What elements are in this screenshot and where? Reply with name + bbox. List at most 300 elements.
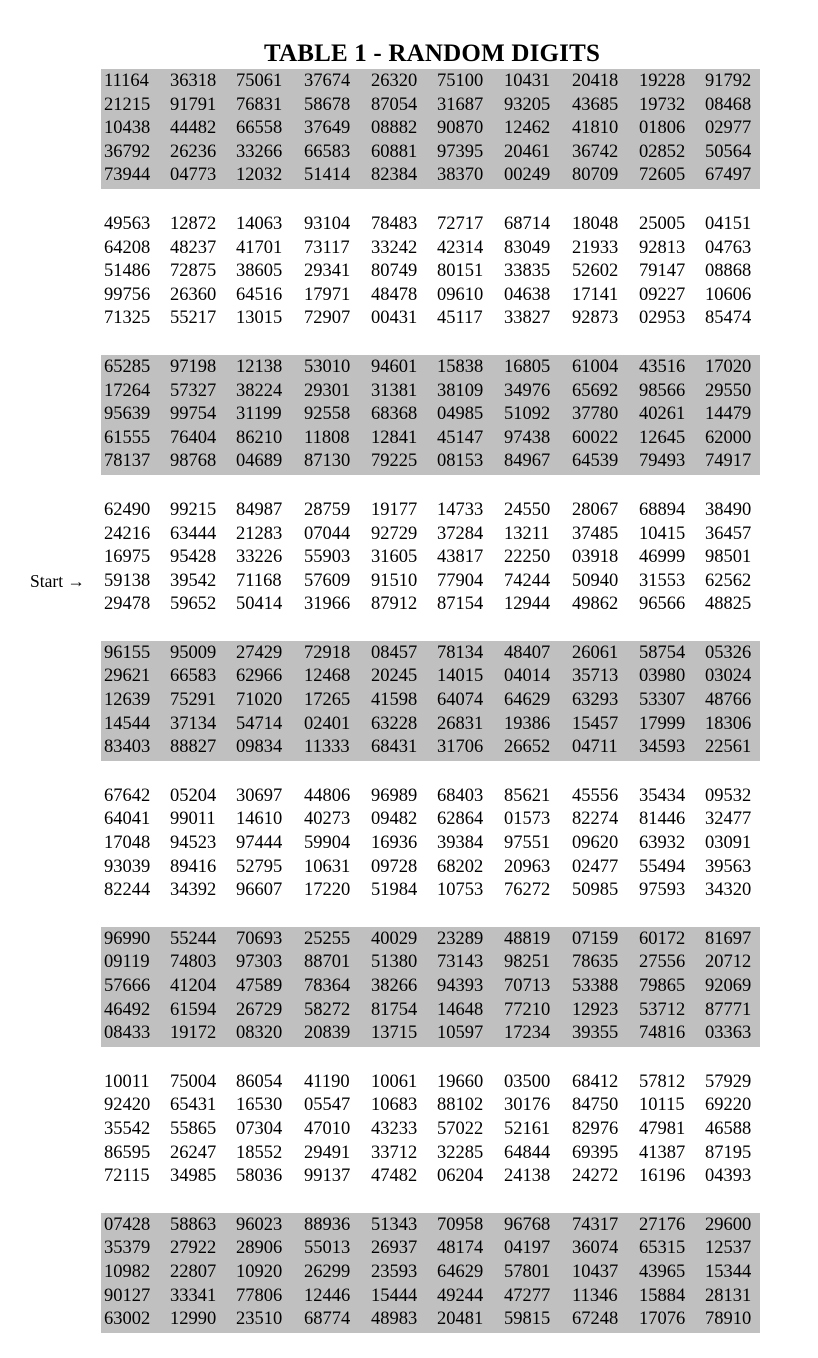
digit-group: 03980	[639, 666, 686, 687]
digit-group: 20963	[504, 856, 551, 877]
digit-group: 62000	[705, 427, 752, 448]
digit-group: 24138	[504, 1166, 551, 1187]
digit-group: 92420	[104, 1095, 151, 1116]
digit-group: 95639	[104, 404, 151, 425]
digit-group: 50940	[572, 570, 619, 591]
digit-group: 34976	[504, 380, 551, 401]
digit-group: 96607	[236, 880, 283, 901]
digit-group: 77210	[504, 999, 551, 1020]
digit-group: 58272	[304, 999, 351, 1020]
digit-group: 48478	[371, 284, 418, 305]
digit-group: 99754	[170, 404, 217, 425]
digit-group: 67642	[104, 785, 151, 806]
digit-group: 10606	[705, 284, 752, 305]
digit-group: 51414	[304, 165, 351, 186]
digit-group: 20481	[437, 1309, 484, 1330]
digit-group: 61555	[104, 427, 151, 448]
digit-group: 48983	[371, 1309, 418, 1330]
digit-group: 35713	[572, 666, 619, 687]
digit-group: 45556	[572, 785, 619, 806]
digit-group: 99137	[304, 1166, 351, 1187]
digit-group: 79225	[371, 451, 418, 472]
digit-group: 60022	[572, 427, 619, 448]
digit-group: 12645	[639, 427, 686, 448]
digit-group: 17999	[639, 713, 686, 734]
digit-group: 17234	[504, 1023, 551, 1044]
digit-group: 37284	[437, 523, 484, 544]
digit-group: 19172	[170, 1023, 217, 1044]
digit-group: 75100	[437, 71, 484, 91]
digit-group: 72875	[170, 261, 217, 282]
digit-group: 37674	[304, 71, 351, 91]
digit-group: 58863	[170, 1214, 217, 1235]
digit-group: 10753	[437, 880, 484, 901]
digit-group: 48819	[504, 928, 551, 949]
digit-group: 19177	[371, 499, 418, 520]
digit-group: 74816	[639, 1023, 686, 1044]
digit-group: 39542	[170, 570, 217, 591]
digit-group: 36318	[170, 71, 217, 91]
digit-group: 46588	[705, 1118, 752, 1139]
digit-group: 15838	[437, 356, 484, 377]
digit-group: 39384	[437, 833, 484, 854]
digit-group: 20461	[504, 141, 551, 162]
table-row	[101, 427, 760, 451]
digit-group: 18306	[705, 713, 752, 734]
digit-group: 62864	[437, 809, 484, 830]
digit-group: 78635	[572, 952, 619, 973]
digit-group: 10982	[104, 1261, 151, 1282]
digit-group: 97551	[504, 833, 551, 854]
digit-group: 10631	[304, 856, 351, 877]
digit-group: 64041	[104, 809, 151, 830]
digit-group: 14063	[236, 213, 283, 234]
digit-group: 38370	[437, 165, 484, 186]
digit-group: 65431	[170, 1095, 217, 1116]
digit-group: 30697	[236, 785, 283, 806]
digit-group: 87054	[371, 94, 418, 115]
digit-group: 36792	[104, 141, 151, 162]
digit-group: 15457	[572, 713, 619, 734]
digit-group: 08468	[705, 94, 752, 115]
digit-group: 31966	[304, 594, 351, 615]
digit-group: 33242	[371, 237, 418, 258]
digit-group: 74317	[572, 1214, 619, 1235]
digit-group: 45117	[437, 308, 483, 329]
digit-group: 29341	[304, 261, 351, 282]
digit-group: 10437	[572, 1261, 619, 1282]
digit-group: 58678	[304, 94, 351, 115]
table-row	[101, 928, 760, 952]
digit-group: 23510	[236, 1309, 283, 1330]
digit-group: 12138	[236, 356, 283, 377]
digit-group: 98251	[504, 952, 551, 973]
table-row	[101, 1261, 760, 1285]
digit-group: 64629	[437, 1261, 484, 1282]
digit-group: 98566	[639, 380, 686, 401]
digit-group: 50985	[572, 880, 619, 901]
digit-group: 35379	[104, 1238, 151, 1259]
digit-group: 99215	[170, 499, 217, 520]
digit-group: 49563	[104, 213, 151, 234]
digit-group: 47482	[371, 1166, 418, 1187]
digit-group: 20712	[705, 952, 752, 973]
digit-group: 09482	[371, 809, 418, 830]
digit-group: 68894	[639, 499, 686, 520]
digit-group: 16196	[639, 1166, 686, 1187]
digit-group: 79865	[639, 976, 686, 996]
digit-group: 18048	[572, 213, 619, 234]
digit-group: 68403	[437, 785, 484, 806]
digit-group: 59138	[104, 570, 151, 591]
digit-group: 32477	[705, 809, 752, 830]
digit-group: 26299	[304, 1261, 351, 1282]
digit-group: 34985	[170, 1166, 217, 1187]
digit-group: 03918	[572, 547, 619, 568]
digit-group: 31381	[371, 380, 418, 401]
digit-group: 97303	[236, 952, 283, 973]
digit-group: 44806	[304, 785, 351, 806]
digit-group: 08320	[236, 1023, 283, 1044]
digit-group: 66583	[304, 141, 351, 162]
digit-group: 39563	[705, 856, 752, 877]
digit-group: 73944	[104, 165, 151, 186]
digit-group: 91792	[705, 71, 752, 91]
table-row	[101, 70, 760, 94]
digit-group: 63002	[104, 1309, 151, 1330]
digit-group: 98768	[170, 451, 217, 472]
digit-group: 68202	[437, 856, 484, 877]
digit-group: 29621	[104, 666, 151, 687]
digit-group: 05547	[304, 1095, 351, 1116]
digit-group: 14544	[104, 713, 151, 734]
digit-group: 34392	[170, 880, 217, 901]
digit-group: 92069	[705, 976, 752, 996]
digit-group: 13715	[371, 1023, 418, 1044]
digit-group: 92558	[304, 404, 351, 425]
digit-group: 02953	[639, 308, 686, 329]
table-row	[101, 499, 760, 523]
digit-group: 34593	[639, 737, 686, 758]
digit-group: 17971	[304, 284, 351, 305]
digit-group: 46492	[104, 999, 151, 1020]
table-row	[101, 403, 760, 427]
digit-group: 09834	[236, 737, 283, 758]
digit-group: 09728	[371, 856, 418, 877]
digit-group: 87154	[437, 594, 484, 615]
digit-group: 17264	[104, 380, 151, 401]
digit-group: 69395	[572, 1142, 619, 1163]
digit-group: 14015	[437, 666, 484, 687]
digit-group: 53010	[304, 356, 351, 377]
digit-group: 90870	[437, 118, 484, 139]
digit-group: 09620	[572, 833, 619, 854]
digit-group: 85474	[705, 308, 752, 329]
digit-group: 79147	[639, 261, 686, 282]
digit-group: 09119	[104, 952, 150, 973]
table-row	[101, 951, 760, 975]
digit-group: 43817	[437, 547, 484, 568]
digit-group: 93205	[504, 94, 551, 115]
digit-group: 96990	[104, 928, 151, 949]
digit-group: 52602	[572, 261, 619, 282]
digit-group: 50564	[705, 141, 752, 162]
digit-group: 17265	[304, 690, 351, 711]
digit-group: 63228	[371, 713, 418, 734]
digit-group: 99011	[170, 809, 216, 830]
digit-group: 31706	[437, 737, 484, 758]
digit-group: 47010	[304, 1118, 351, 1139]
digit-group: 13015	[236, 308, 283, 329]
digit-group: 51092	[504, 404, 551, 425]
table-row	[101, 736, 760, 760]
digit-group: 45147	[437, 427, 484, 448]
digit-group: 73117	[304, 237, 350, 258]
digit-group: 09610	[437, 284, 484, 305]
digit-group: 08153	[437, 451, 484, 472]
digit-group: 26320	[371, 71, 418, 91]
digit-group: 48407	[504, 642, 551, 663]
digit-group: 03363	[705, 1023, 752, 1044]
digit-group: 00249	[504, 165, 551, 186]
digit-group: 94523	[170, 833, 217, 854]
table-row	[101, 1142, 760, 1166]
table-row	[101, 1071, 760, 1095]
digit-group: 12462	[504, 118, 551, 139]
digit-group: 57929	[705, 1071, 752, 1092]
digit-group: 04393	[705, 1166, 752, 1187]
table-row	[101, 213, 760, 237]
digit-group: 47589	[236, 976, 283, 996]
digit-group: 28759	[304, 499, 351, 520]
digit-group: 57609	[304, 570, 351, 591]
digit-group: 23289	[437, 928, 484, 949]
digit-group: 59652	[170, 594, 217, 615]
digit-group: 00431	[371, 308, 418, 329]
digit-block	[101, 641, 760, 761]
digit-group: 44482	[170, 118, 217, 139]
digit-group: 26652	[504, 737, 551, 758]
digit-group: 04985	[437, 404, 484, 425]
table-row	[101, 665, 760, 689]
digit-group: 82274	[572, 809, 619, 830]
table-row	[101, 808, 760, 832]
table-row	[101, 713, 760, 737]
digit-group: 01573	[504, 809, 551, 830]
digit-group: 33835	[504, 261, 551, 282]
digit-group: 91791	[170, 94, 217, 115]
digit-group: 40029	[371, 928, 418, 949]
digit-group: 07159	[572, 928, 619, 949]
digit-group: 27556	[639, 952, 686, 973]
digit-group: 15344	[705, 1261, 752, 1282]
digit-group: 52161	[504, 1118, 551, 1139]
digit-block	[101, 1213, 760, 1333]
digit-group: 01806	[639, 118, 686, 139]
digit-group: 58036	[236, 1166, 283, 1187]
digit-group: 22250	[504, 547, 551, 568]
digit-group: 60881	[371, 141, 418, 162]
digit-group: 64844	[504, 1142, 551, 1163]
digit-group: 28067	[572, 499, 619, 520]
table-row	[101, 1165, 760, 1189]
digit-group: 10011	[104, 1071, 150, 1092]
digit-group: 10115	[639, 1095, 685, 1116]
digit-group: 14479	[705, 404, 752, 425]
digit-group: 41701	[236, 237, 283, 258]
digit-group: 67497	[705, 165, 752, 186]
digit-group: 97593	[639, 880, 686, 901]
digit-group: 10438	[104, 118, 151, 139]
table-row	[101, 689, 760, 713]
digit-group: 97395	[437, 141, 484, 162]
digit-group: 47277	[504, 1285, 551, 1306]
digit-group: 81697	[705, 928, 752, 949]
digit-group: 17141	[572, 284, 619, 305]
digit-group: 94393	[437, 976, 484, 996]
digit-group: 33341	[170, 1285, 217, 1306]
table-row	[101, 1285, 760, 1309]
digit-group: 16936	[371, 833, 418, 854]
digit-group: 97438	[504, 427, 551, 448]
digit-group: 08882	[371, 118, 418, 139]
digit-block	[101, 784, 760, 904]
digit-group: 31687	[437, 94, 484, 115]
digit-group: 84750	[572, 1095, 619, 1116]
digit-group: 74917	[705, 451, 752, 472]
digit-group: 04763	[705, 237, 752, 258]
digit-group: 05204	[170, 785, 217, 806]
digit-group: 57812	[639, 1071, 686, 1092]
digit-group: 41190	[304, 1071, 350, 1092]
digit-group: 38490	[705, 499, 752, 520]
digit-group: 59815	[504, 1309, 551, 1330]
digit-group: 03091	[705, 833, 752, 854]
digit-group: 66558	[236, 118, 283, 139]
digit-group: 26247	[170, 1142, 217, 1163]
digit-group: 57666	[104, 976, 151, 996]
digit-group: 55494	[639, 856, 686, 877]
digit-group: 04773	[170, 165, 217, 186]
table-row	[101, 1214, 760, 1238]
table-row	[101, 1094, 760, 1118]
digit-group: 26831	[437, 713, 484, 734]
digit-group: 55013	[304, 1238, 351, 1259]
digit-group: 43965	[639, 1261, 686, 1282]
digit-group: 16975	[104, 547, 151, 568]
digit-group: 89416	[170, 856, 217, 877]
digit-group: 29478	[104, 594, 151, 615]
table-row	[101, 975, 760, 999]
table-row	[101, 642, 760, 666]
digit-group: 23593	[371, 1261, 418, 1282]
digit-group: 83403	[104, 737, 151, 758]
table-row	[101, 141, 760, 165]
table-row	[101, 237, 760, 261]
digit-group: 37485	[572, 523, 619, 544]
digit-block	[101, 69, 760, 189]
digit-group: 35542	[104, 1118, 151, 1139]
digit-group: 88102	[437, 1095, 484, 1116]
digit-group: 38266	[371, 976, 418, 996]
digit-group: 43685	[572, 94, 619, 115]
digit-group: 75061	[236, 71, 283, 91]
digit-group: 38224	[236, 380, 283, 401]
digit-group: 36457	[705, 523, 752, 544]
digit-group: 22807	[170, 1261, 217, 1282]
digit-group: 10415	[639, 523, 686, 544]
digit-group: 86054	[236, 1071, 283, 1092]
digit-group: 87912	[371, 594, 418, 615]
digit-group: 20245	[371, 666, 418, 687]
digit-group: 19228	[639, 71, 686, 91]
digit-group: 10597	[437, 1023, 484, 1044]
digit-group: 12446	[304, 1285, 351, 1306]
digit-group: 26937	[371, 1238, 418, 1259]
digit-group: 20418	[572, 71, 619, 91]
digit-group: 70693	[236, 928, 283, 949]
digit-group: 09227	[639, 284, 686, 305]
digit-group: 24272	[572, 1166, 619, 1187]
table-row	[101, 785, 760, 809]
digit-group: 31199	[236, 404, 282, 425]
digit-group: 79493	[639, 451, 686, 472]
digit-group: 53388	[572, 976, 619, 996]
digit-group: 74244	[504, 570, 551, 591]
digit-group: 02852	[639, 141, 686, 162]
digit-group: 29600	[705, 1214, 752, 1235]
digit-group: 02401	[304, 713, 351, 734]
digit-group: 37649	[304, 118, 351, 139]
digit-group: 33226	[236, 547, 283, 568]
digit-group: 10920	[236, 1261, 283, 1282]
digit-group: 10683	[371, 1095, 418, 1116]
digit-group: 76831	[236, 94, 283, 115]
digit-group: 68774	[304, 1309, 351, 1330]
digit-group: 21283	[236, 523, 283, 544]
digit-group: 12990	[170, 1309, 217, 1330]
digit-group: 63932	[639, 833, 686, 854]
page-title: TABLE 1 - RANDOM DIGITS	[263, 40, 601, 67]
digit-group: 17048	[104, 833, 151, 854]
digit-group: 96768	[504, 1214, 551, 1235]
digit-group: 04689	[236, 451, 283, 472]
digit-group: 76404	[170, 427, 217, 448]
digit-group: 96989	[371, 785, 418, 806]
digit-group: 10061	[371, 1071, 418, 1092]
digit-group: 97198	[170, 356, 217, 377]
digit-group: 87771	[705, 999, 752, 1020]
digit-group: 27922	[170, 1238, 217, 1259]
digit-group: 72115	[104, 1166, 150, 1187]
digit-group: 29301	[304, 380, 351, 401]
digit-group: 43516	[639, 356, 686, 377]
digit-group: 38109	[437, 380, 484, 401]
digit-group: 35434	[639, 785, 686, 806]
digit-group: 72918	[304, 642, 351, 663]
digit-group: 81754	[371, 999, 418, 1020]
digit-group: 75291	[170, 690, 217, 711]
digit-group: 12032	[236, 165, 283, 186]
digit-group: 87195	[705, 1142, 752, 1163]
digit-group: 42314	[437, 237, 484, 258]
digit-group: 33712	[371, 1142, 418, 1163]
digit-block	[101, 355, 760, 475]
digit-group: 36742	[572, 141, 619, 162]
digit-group: 15884	[639, 1285, 686, 1306]
digit-group: 55865	[170, 1118, 217, 1139]
digit-group: 21933	[572, 237, 619, 258]
